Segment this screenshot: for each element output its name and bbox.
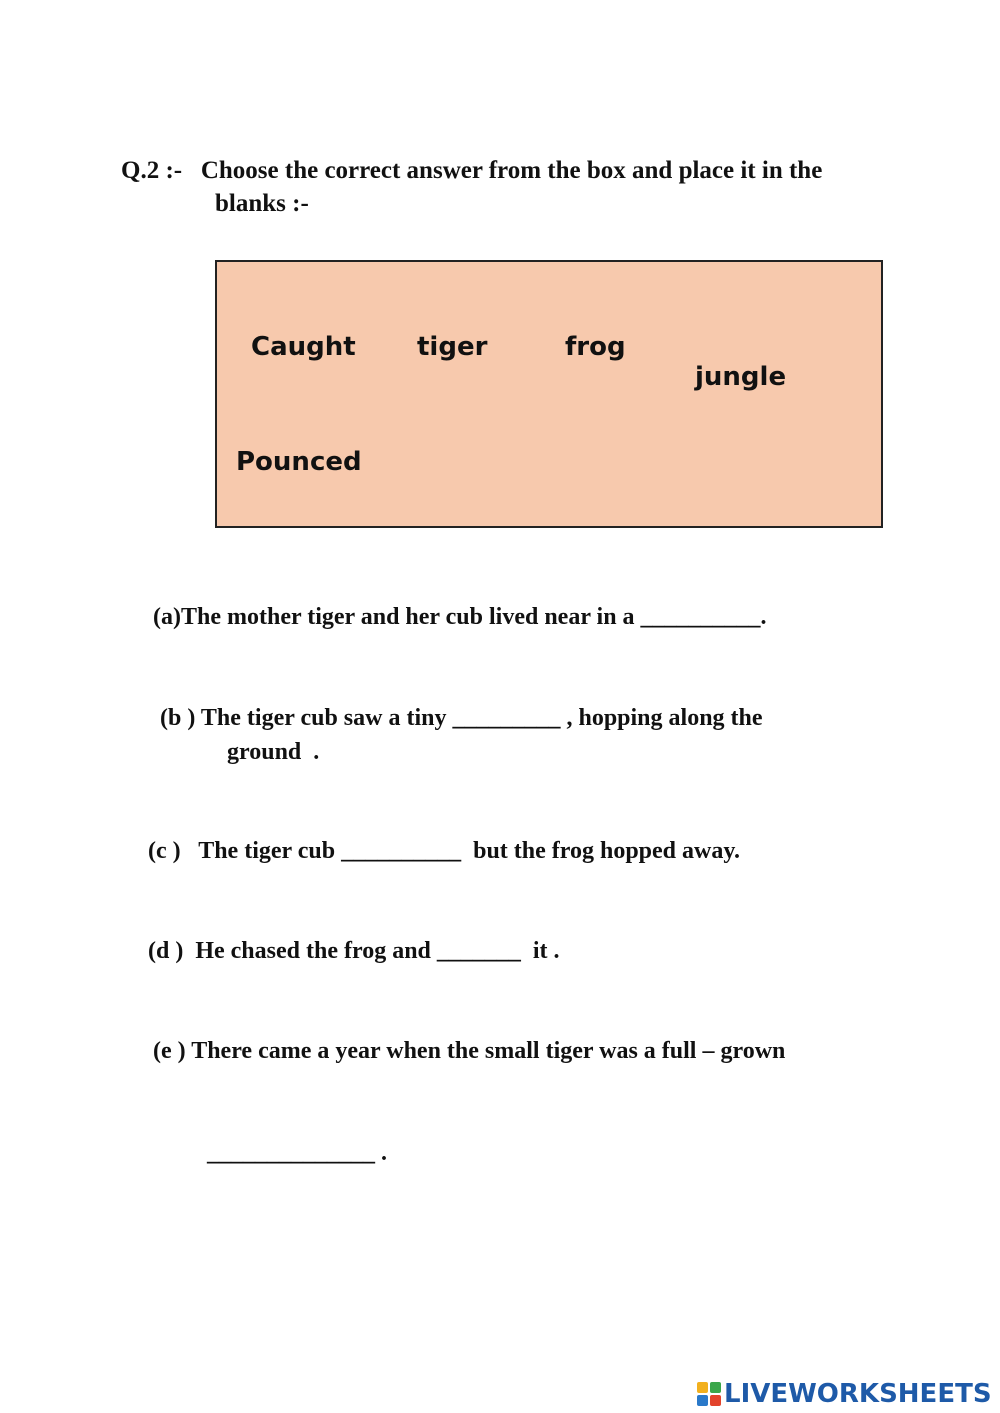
sentence-c: (c ) The tiger cub __________ but the frog hopped away. [148, 838, 741, 864]
word-frog: frog [565, 332, 626, 362]
sentence-d: (d ) He chased the frog and _______ it . [148, 938, 560, 964]
word-caught: Caught [251, 332, 356, 362]
word-bank-box [215, 260, 883, 528]
word-pounced: Pounced [236, 447, 362, 477]
sentence-e-line-2: ______________ . [207, 1140, 387, 1166]
question-line-2: blanks :- [215, 190, 309, 217]
question-line-1: Q.2 :- Choose the correct answer from the box and place it in the [121, 157, 823, 184]
sentence-e-line-1: (e ) There came a year when the small tiger was a full – grown [153, 1038, 786, 1064]
logo-text: LIVEWORKSHEETS [724, 1379, 992, 1409]
sentence-b-line-1: (b ) The tiger cub saw a tiny _________ , hopping along the [160, 705, 763, 731]
liveworksheets-logo [697, 1378, 992, 1410]
word-tiger: tiger [417, 332, 488, 362]
word-jungle: jungle [695, 362, 787, 392]
sentence-b-line-2: ground . [227, 739, 320, 765]
logo-mark-icon [697, 1382, 721, 1406]
sentence-a: (a)The mother tiger and her cub lived near in a __________. [153, 604, 767, 630]
